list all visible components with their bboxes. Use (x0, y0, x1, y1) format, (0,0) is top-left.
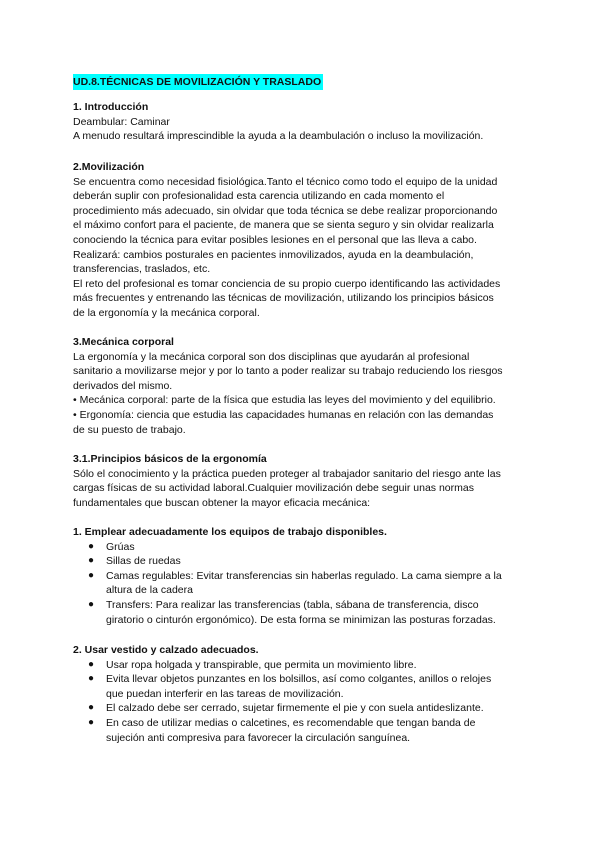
title-section (73, 72, 535, 90)
equipos-list (73, 540, 535, 628)
paragraph-line: • Mecánica corporal: parte de la física que estudia las leyes del movimiento y del equilibrio. (73, 394, 496, 407)
list-item: ● Usar ropa holgada y transpirable, que permita un movimiento libre. (88, 658, 417, 671)
list-item: ● Transfers: Para realizar las transferencias (tabla, sábana de transferencia, disco giratorio o cinturón ergonómico). De esta forma se minimizan las posturas forzadas. (88, 598, 496, 626)
movilizacion-heading: 2.Movilización (73, 161, 145, 173)
intro-line: Deambular: Caminar (73, 115, 170, 128)
paragraph-line: procedimiento más adecuado, sin olvidar que toda técnica se debe realizar proporcionando (73, 204, 498, 217)
list-item: ● Evita llevar objetos punzantes en los bolsillos, así como colgantes, anillos o relojes que puedan interferir en las tareas de movilización. (88, 673, 492, 700)
paragraph-line: más frecuentes y entrenando las técnicas de movilización, utilizando los principios básicos (73, 292, 494, 305)
paragraph-line: deberán suplir con profesionalidad esta carencia utilizando en cada momento el (73, 190, 445, 203)
principios-heading: 3.1.Principios básicos de la ergonomía (73, 453, 267, 465)
paragraph-line: de la ergonomía y la mecánica corporal. (73, 306, 260, 319)
paragraph-line: de su puesto de trabajo. (73, 423, 186, 436)
paragraph-line: • Ergonomía: ciencia que estudia las capacidades humanas en relación con las demandas (73, 408, 494, 421)
intro-section (73, 100, 535, 144)
bullet-icon: ● (88, 598, 95, 610)
movilizacion-section (73, 160, 535, 321)
paragraph-line: La ergonomía y la mecánica corporal son dos disciplinas que ayudarán al profesional (73, 350, 470, 363)
paragraph-line: transferencias, traslados, etc. (73, 263, 211, 276)
equipos-section (73, 525, 535, 627)
paragraph-line: Sólo el conocimiento y la práctica pueden proteger al trabajador sanitario del riesgo ante las (73, 467, 501, 480)
equipos-heading: 1. Emplear adecuadamente los equipos de trabajo disponibles. (73, 526, 387, 538)
paragraph-line: sanitario a movilizarse mejor y por lo tanto a poder realizar su trabajo reduciendo los riesgos (73, 365, 503, 378)
document-title: UD.8.TÉCNICAS DE MOVILIZACIÓN Y TRASLADO (73, 76, 322, 88)
bullet-icon: ● (88, 702, 95, 714)
list-item: ● Grúas (88, 540, 135, 553)
bullet-icon: ● (88, 716, 95, 728)
bullet-icon: ● (88, 673, 95, 685)
list-item: ● Sillas de ruedas (88, 555, 181, 568)
paragraph-line: fundamentales que buscan obtener la mayor eficacia mecánica: (73, 496, 371, 509)
paragraph-line: Se encuentra como necesidad fisiológica.Tanto el técnico como todo el equipo de la unidad (73, 175, 498, 188)
vestido-heading: 2. Usar vestido y calzado adecuados. (73, 644, 259, 656)
intro-line: A menudo resultará imprescindible la ayuda a la deambulación o incluso la movilización. (73, 130, 484, 143)
bullet-icon: ● (88, 658, 95, 670)
mecanica-heading: 3.Mecánica corporal (73, 336, 174, 348)
bullet-icon: ● (88, 569, 95, 581)
mecanica-section (73, 335, 535, 437)
paragraph-line: el máximo confort para el paciente, de manera que se sienta seguro y sin olvidar realizarla (73, 219, 494, 232)
vestido-section (73, 643, 535, 745)
intro-heading: 1. Introducción (73, 101, 149, 113)
paragraph-line: derivados del mismo. (73, 379, 173, 392)
paragraph-line: conociendo la técnica para evitar posibles lesiones en el personal que las lleva a cabo. (73, 233, 477, 246)
list-item: ● En caso de utilizar medias o calcetines, es recomendable que tengan banda de sujeción anti compresiva para favorecer la circulación sanguínea. (88, 716, 476, 744)
principios-section (73, 452, 535, 510)
vestido-list (73, 658, 535, 746)
list-item: ● Camas regulables: Evitar transferencias sin haberlas regulado. La cama siempre a la altura de la cadera (88, 569, 502, 597)
list-item: ● El calzado debe ser cerrado, sujetar firmemente el pie y con suela antideslizante. (88, 702, 484, 715)
paragraph-line: Realizará: cambios posturales en pacientes inmovilizados, ayuda en la deambulación, (73, 248, 474, 261)
bullet-icon: ● (88, 555, 95, 567)
paragraph-line: El reto del profesional es tomar conciencia de su propio cuerpo identificando las actividades (73, 277, 501, 290)
bullet-icon: ● (88, 540, 95, 552)
paragraph-line: cargas físicas de su actividad laboral.Cualquier movilización debe seguir unas normas (73, 482, 474, 495)
